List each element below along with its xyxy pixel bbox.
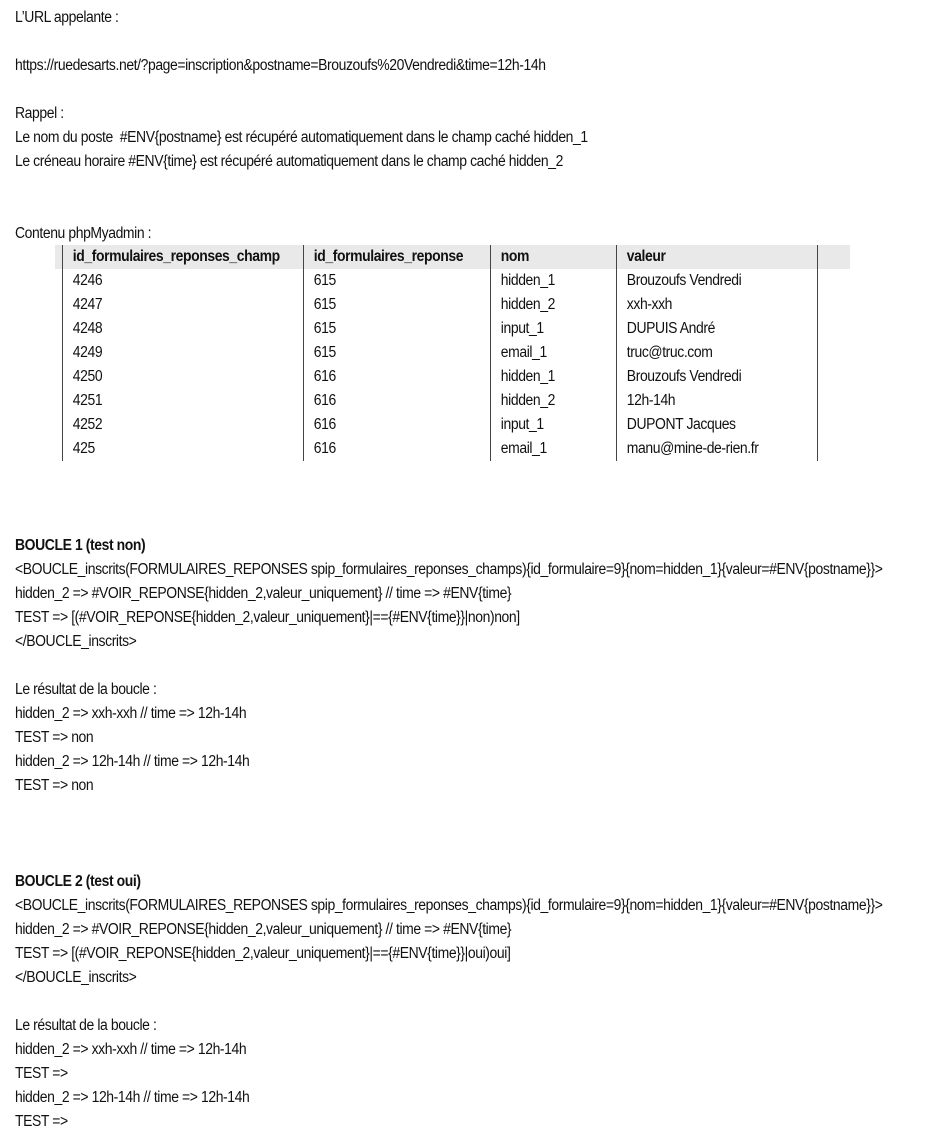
table-cell: 616	[304, 365, 491, 389]
boucle2-title: BOUCLE 2 (test oui)	[15, 873, 141, 890]
boucle1-result-line: TEST => non	[15, 729, 94, 746]
boucle2-result-line: TEST =>	[15, 1113, 68, 1130]
table-header-row	[55, 245, 850, 269]
reminder-line-1: Le nom du poste #ENV{postname} est récupéré automatiquement dans le champ caché hidden_1	[15, 129, 588, 146]
boucle1-code-line: TEST => [(#VOIR_REPONSE{hidden_2,valeur_uniquement}|=={#ENV{time}}|non)non]	[15, 609, 520, 626]
table-cell: 425	[63, 437, 304, 461]
table-cell: 4249	[63, 341, 304, 365]
phpmyadmin-table-wrapper	[55, 245, 850, 461]
table-cell: input_1	[491, 317, 617, 341]
table-cell: input_1	[491, 413, 617, 437]
boucle2-code-line: TEST => [(#VOIR_REPONSE{hidden_2,valeur_uniquement}|=={#ENV{time}}|oui)oui]	[15, 945, 511, 962]
table-cell: 616	[304, 389, 491, 413]
boucle1-code-line: hidden_2 => #VOIR_REPONSE{hidden_2,valeur_uniquement} // time => #ENV{time}	[15, 585, 512, 602]
table-row	[55, 365, 850, 389]
table-cell: 4250	[63, 365, 304, 389]
table-row	[55, 293, 850, 317]
column-header: nom	[491, 245, 617, 269]
table-cell: email_1	[491, 341, 617, 365]
calling-url: https://ruedesarts.net/?page=inscription&postname=Brouzoufs%20Vendredi&time=12h-14h	[15, 57, 546, 74]
table-cell: hidden_1	[491, 365, 617, 389]
table-cell: hidden_2	[491, 293, 617, 317]
boucle1-result-heading: Le résultat de la boucle :	[15, 681, 157, 698]
table-row	[55, 389, 850, 413]
column-header: valeur	[617, 245, 818, 269]
table-cell: 615	[304, 317, 491, 341]
column-header: id_formulaires_reponse	[304, 245, 491, 269]
table-cell: DUPONT Jacques	[617, 413, 818, 437]
table-row	[55, 341, 850, 365]
document	[15, 6, 883, 1134]
table-row	[55, 413, 850, 437]
url-heading: L’URL appelante :	[15, 9, 119, 26]
table-cell: 616	[304, 413, 491, 437]
table-row	[55, 317, 850, 341]
table-cell: 4251	[63, 389, 304, 413]
table-cell: 615	[304, 341, 491, 365]
boucle1-code-line: <BOUCLE_inscrits(FORMULAIRES_REPONSES spip_formulaires_reponses_champs){id_formulaire=9}{nom=hidden_1}{valeur=#ENV{postname}}>	[15, 561, 883, 578]
boucle2-result-line: hidden_2 => 12h-14h // time => 12h-14h	[15, 1089, 250, 1106]
table-cell: 4246	[63, 269, 304, 293]
boucle1-result-line: hidden_2 => xxh-xxh // time => 12h-14h	[15, 705, 247, 722]
table-cell: xxh-xxh	[617, 293, 818, 317]
table-cell: manu@mine-de-rien.fr	[617, 437, 818, 461]
table-cell: 4248	[63, 317, 304, 341]
reminder-heading: Rappel :	[15, 105, 64, 122]
table-row	[55, 269, 850, 293]
reminder-line-2: Le créneau horaire #ENV{time} est récupéré automatiquement dans le champ caché hidden_2	[15, 153, 563, 170]
table-cell: 615	[304, 293, 491, 317]
table-cell: Brouzoufs Vendredi	[617, 269, 818, 293]
table-cell: 615	[304, 269, 491, 293]
boucle1-title: BOUCLE 1 (test non)	[15, 537, 146, 554]
table-cell: DUPUIS André	[617, 317, 818, 341]
boucle1-code-line: </BOUCLE_inscrits>	[15, 633, 137, 650]
column-header: id_formulaires_reponses_champ	[63, 245, 304, 269]
table-cell: 616	[304, 437, 491, 461]
table-cell: 12h-14h	[617, 389, 818, 413]
phpmyadmin-table	[55, 245, 850, 461]
boucle1-result-line: TEST => non	[15, 777, 94, 794]
boucle2-code-line: hidden_2 => #VOIR_REPONSE{hidden_2,valeur_uniquement} // time => #ENV{time}	[15, 921, 512, 938]
table-cell: truc@truc.com	[617, 341, 818, 365]
table-row	[55, 437, 850, 461]
boucle2-result-line: hidden_2 => xxh-xxh // time => 12h-14h	[15, 1041, 247, 1058]
table-cell: hidden_2	[491, 389, 617, 413]
boucle2-result-line: TEST =>	[15, 1065, 68, 1082]
boucle1-result-line: hidden_2 => 12h-14h // time => 12h-14h	[15, 753, 250, 770]
phpmyadmin-heading: Contenu phpMyadmin :	[15, 225, 152, 242]
table-cell: 4247	[63, 293, 304, 317]
boucle2-result-heading: Le résultat de la boucle :	[15, 1017, 157, 1034]
table-cell: 4252	[63, 413, 304, 437]
table-cell: email_1	[491, 437, 617, 461]
table-cell: hidden_1	[491, 269, 617, 293]
boucle2-code-line: <BOUCLE_inscrits(FORMULAIRES_REPONSES spip_formulaires_reponses_champs){id_formulaire=9}{nom=hidden_1}{valeur=#ENV{postname}}>	[15, 897, 883, 914]
table-cell: Brouzoufs Vendredi	[617, 365, 818, 389]
boucle2-code-line: </BOUCLE_inscrits>	[15, 969, 137, 986]
